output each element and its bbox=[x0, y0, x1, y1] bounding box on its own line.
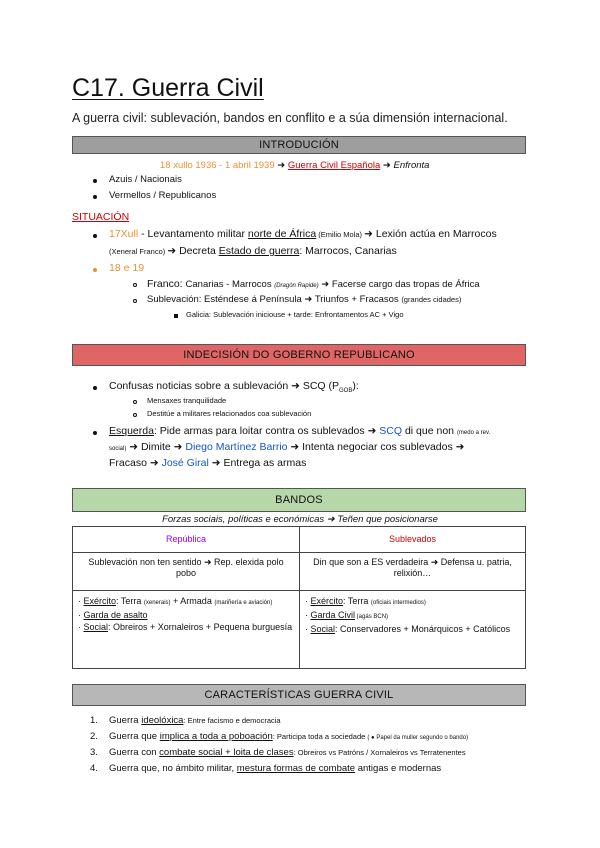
intro-enfronta: Enfronta bbox=[393, 160, 430, 171]
text: Confusas noticias sobre a sublevación ➜ SCQ (P bbox=[109, 380, 339, 392]
bandos-republica-header: República bbox=[73, 527, 300, 553]
list-number: 2. bbox=[90, 731, 98, 742]
note-small: (mariñería e aviación) bbox=[214, 600, 273, 606]
note-small: (grandes cidades) bbox=[401, 295, 462, 304]
text: : Obreiros vs Patróns / Xornaleiros vs Terratenentes bbox=[293, 748, 466, 757]
arrow-icon: ➜ bbox=[277, 160, 286, 171]
intro-gce-link: Guerra Civil Española bbox=[287, 160, 381, 171]
text: Franco: bbox=[147, 278, 186, 290]
caracteristica-4 bbox=[109, 763, 441, 774]
section-header-caracteristicas: CARACTERÍSTICAS GUERRA CIVIL bbox=[72, 684, 526, 706]
bandos-sublevados-header: Sublevados bbox=[300, 527, 526, 553]
ring-bullet-icon bbox=[133, 413, 137, 417]
text-underlined: Garda Civil bbox=[310, 610, 356, 620]
list-number: 4. bbox=[90, 763, 98, 774]
bullet-icon bbox=[93, 386, 97, 390]
list-item: Vermellos / Republicanos bbox=[109, 190, 217, 201]
note-small: (Dragón Rapide) bbox=[274, 283, 319, 289]
arrow-icon: ➜ bbox=[382, 160, 391, 171]
note-small: (xenerais) bbox=[143, 600, 171, 606]
indecision-line-1 bbox=[109, 380, 359, 394]
bandos-sublevados-details bbox=[300, 591, 526, 669]
bandos-republica-desc: Sublevación non ten sentido ➜ Rep. elexida polo pobo bbox=[73, 553, 300, 591]
bandos-sublevados-desc: Din que son a ES verdadeira ➜ Defensa u. patria, relixión… bbox=[300, 553, 526, 591]
bullet-icon bbox=[93, 268, 97, 272]
caracteristica-1 bbox=[109, 715, 281, 726]
text: : Entre facismo e democracia bbox=[183, 716, 281, 725]
situacion-date-18-19: 18 e 19 bbox=[109, 262, 145, 274]
list-number: 3. bbox=[90, 747, 98, 758]
text-underlined: Social bbox=[83, 622, 109, 632]
republica-social: · Social: Obreiros + Xornaleiros + Pequena burguesía bbox=[78, 622, 293, 632]
text-underlined: Esquerda bbox=[109, 425, 154, 437]
bullet-icon bbox=[93, 234, 97, 238]
text: ➜ Dimite ➜ bbox=[126, 441, 186, 453]
text-underlined: combate social + loita de clases bbox=[159, 747, 294, 758]
text: : Participa toda a sociedade bbox=[272, 732, 368, 741]
intro-summary-line bbox=[160, 160, 429, 171]
caracteristica-3 bbox=[109, 747, 466, 758]
text: ➜ Lexión actúa en Marrocos bbox=[364, 228, 497, 240]
subscript: GOB bbox=[339, 388, 353, 395]
bullet-icon bbox=[93, 195, 97, 199]
text-underlined: Estado de guerra bbox=[218, 245, 300, 257]
indecision-line-dimite bbox=[109, 441, 464, 453]
page-subtitle: A guerra civil: sublevación, bandos en conflito e a súa dimensión internacional. bbox=[72, 111, 508, 125]
sublevados-garda: · Garda Civil (agás BCN) bbox=[305, 610, 389, 620]
note-small: (medo a rev. bbox=[456, 430, 491, 436]
note-small: ( ● Papel da muller segundo o bando) bbox=[367, 735, 469, 741]
text-underlined: Exército bbox=[83, 596, 117, 606]
list-number: 1. bbox=[90, 715, 98, 726]
text: ➜ Facerse cargo das tropas de África bbox=[318, 279, 480, 290]
intro-dates: 18 xullo 1936 - 1 abril 1939 bbox=[160, 160, 275, 171]
indecision-sub-2: Destitúe a militares relacionados coa sublevación bbox=[147, 409, 312, 418]
text-underlined: ideolóxica bbox=[141, 715, 184, 726]
bandos-table bbox=[72, 526, 526, 669]
text-blue: Diego Martínez Barrio bbox=[185, 441, 288, 453]
text: Guerra bbox=[109, 715, 142, 726]
text: : Terra bbox=[343, 596, 371, 606]
ring-bullet-icon bbox=[133, 400, 137, 404]
note-small: social) bbox=[109, 446, 127, 452]
ring-bullet-icon bbox=[133, 299, 137, 303]
text-underlined: mestura formas de combate bbox=[236, 763, 356, 774]
text: Sublevación: Esténdese á Península ➜ Triunfos + Fracasos bbox=[147, 294, 402, 305]
list-item: Azuis / Nacionais bbox=[109, 174, 182, 185]
situacion-line-sublevacion bbox=[147, 294, 461, 305]
republica-garda: · Garda de asalto bbox=[78, 610, 148, 620]
text-underlined: Social bbox=[310, 624, 336, 634]
text: di que non bbox=[402, 425, 457, 437]
text: antigas e modernas bbox=[355, 763, 442, 774]
indecision-sub-1: Mensaxes tranquilidade bbox=[147, 396, 227, 405]
bandos-republica-details bbox=[73, 591, 300, 669]
text: : Marrocos, Canarias bbox=[299, 245, 397, 257]
bullet-icon bbox=[93, 179, 97, 183]
square-bullet-icon bbox=[174, 314, 178, 318]
text-underlined: norte de África bbox=[247, 228, 317, 240]
section-header-bandos: BANDOS bbox=[72, 488, 526, 512]
text-underlined: implica a toda a poboación bbox=[159, 731, 273, 742]
sublevados-exercito: · Exército: Terra (oficiais intermedios) bbox=[305, 596, 426, 606]
situacion-line-franco bbox=[147, 278, 480, 290]
text: ): bbox=[352, 380, 359, 392]
note-small: (agás BCN) bbox=[355, 614, 389, 620]
text-blue: SCQ bbox=[379, 425, 403, 437]
situacion-line-2 bbox=[109, 245, 397, 257]
indecision-line-esquerda bbox=[109, 425, 490, 437]
republica-exercito: · Exército: Terra (xenerais) + Armada (mariñería e aviación) bbox=[78, 596, 273, 606]
text: Guerra que, no ámbito militar, bbox=[109, 763, 237, 774]
text: Fracaso ➜ bbox=[109, 457, 162, 469]
date-17xull: 17Xull bbox=[109, 228, 139, 240]
text: : Obreiros + Xornaleiros + Pequena burguesía bbox=[108, 622, 293, 632]
text-underlined: Garda de asalto bbox=[83, 610, 148, 620]
text: Guerra con bbox=[109, 747, 160, 758]
text: : Terra bbox=[116, 596, 144, 606]
bandos-caption: Forzas sociais, políticas e económicas ➜ Teñen que posicionarse bbox=[162, 514, 438, 525]
text: : Pide armas para loitar contra os sublevados ➜ bbox=[153, 425, 380, 437]
situacion-line-1 bbox=[109, 228, 497, 240]
sublevados-social: · Social: Conservadores + Monárquicos + Católicos bbox=[305, 624, 511, 634]
text: Guerra que bbox=[109, 731, 160, 742]
note-small: (Emilio Mola) bbox=[316, 230, 365, 239]
note-small: (oficiais intermedios) bbox=[370, 600, 426, 606]
text: : Conservadores + Monárquicos + Católicos bbox=[335, 624, 511, 634]
text-underlined: Exército bbox=[310, 596, 344, 606]
page-title: C17. Guerra Civil bbox=[72, 74, 264, 102]
caracteristica-2 bbox=[109, 731, 468, 742]
ring-bullet-icon bbox=[133, 283, 137, 287]
situacion-label: SITUACIÓN bbox=[72, 211, 130, 223]
text: - Levantamento militar bbox=[138, 228, 248, 240]
text: ➜ Intenta negociar cos sublevados ➜ bbox=[287, 441, 465, 453]
text: + Armada bbox=[170, 596, 215, 606]
section-header-indecision: INDECISIÓN DO GOBERNO REPUBLICANO bbox=[72, 344, 526, 366]
bullet-icon bbox=[93, 431, 97, 435]
note-small: (Xeneral Franco) bbox=[109, 247, 168, 256]
indecision-line-fracaso bbox=[109, 457, 306, 469]
text-blue: José Giral bbox=[161, 457, 209, 469]
situacion-line-galicia: Galicia: Sublevación iniciouse + tarde: Enfrontamentos AC + Vigo bbox=[186, 310, 404, 319]
text: Canarias - Marrocos bbox=[185, 279, 275, 290]
text: ➜ Entrega as armas bbox=[208, 457, 307, 469]
text: ➜ Decreta bbox=[167, 245, 219, 257]
section-header-introducion: INTRODUCIÓN bbox=[72, 136, 526, 154]
